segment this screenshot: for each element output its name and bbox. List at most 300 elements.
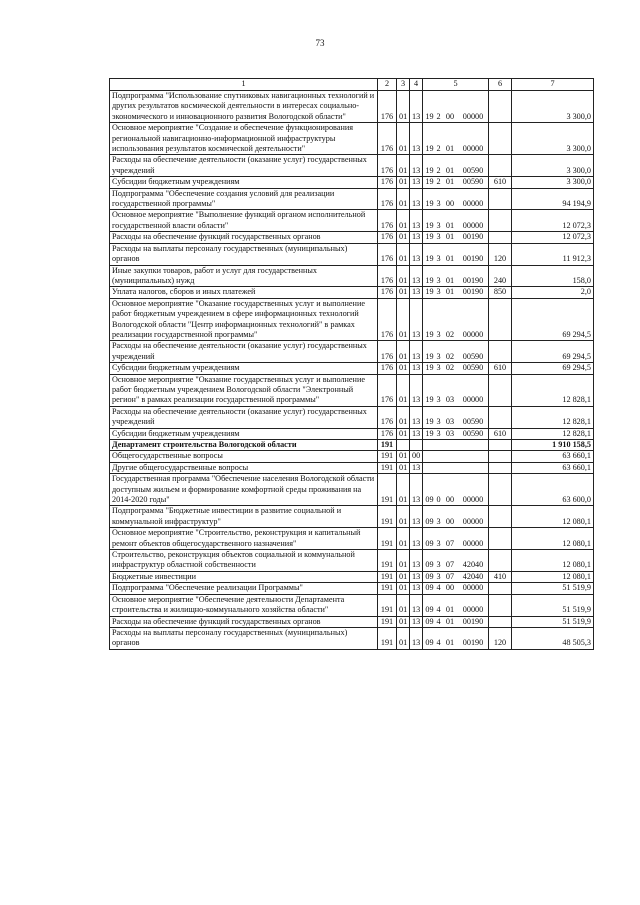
row-expense-type (489, 91, 512, 123)
target-code-part: 00190 (462, 254, 484, 264)
row-section-code: 01 (397, 210, 410, 232)
row-amount: 94 194,9 (512, 188, 594, 210)
target-code-part: 07 (445, 560, 455, 570)
row-expense-type (489, 232, 512, 243)
row-target-code (423, 188, 489, 210)
target-code-part: 09 (425, 605, 434, 615)
row-amount: 51 519,9 (512, 616, 594, 627)
target-code-part: 00000 (462, 516, 484, 526)
row-amount: 12 828,1 (512, 406, 594, 428)
row-ministry-code: 191 (378, 594, 397, 616)
target-code-part: 00 (445, 516, 455, 526)
row-amount: 3 300,0 (512, 91, 594, 123)
target-code-part: 03 (445, 395, 455, 405)
row-name: Бюджетные инвестиции (110, 571, 378, 582)
header-cell: 2 (378, 79, 397, 91)
row-expense-type: 610 (489, 177, 512, 188)
row-subsection-code: 13 (410, 462, 423, 473)
target-code-part: 09 (425, 638, 434, 648)
target-code-part: 00000 (462, 329, 484, 339)
target-code-part: 19 (425, 351, 434, 361)
table-row (110, 232, 594, 243)
row-section-code: 01 (397, 627, 410, 649)
table-row (110, 210, 594, 232)
target-code-part: 00000 (462, 199, 484, 209)
table-row (110, 155, 594, 177)
target-code-part: 00000 (462, 395, 484, 405)
row-ministry-code: 176 (378, 265, 397, 287)
table-row (110, 298, 594, 341)
row-amount: 158,0 (512, 265, 594, 287)
row-name: Основное мероприятие "Строительство, реконструкция и капитальный ремонт объектов общегосударственного назначения" (110, 528, 378, 550)
target-code-part: 42040 (462, 560, 484, 570)
row-name: Подпрограмма "Бюджетные инвестиции в развитие социальной и коммунальной инфраструктур" (110, 506, 378, 528)
target-code-part: 4 (436, 583, 441, 593)
row-amount: 3 300,0 (512, 155, 594, 177)
target-code-part: 01 (445, 275, 455, 285)
target-code-part: 01 (445, 144, 455, 154)
row-target-code (423, 341, 489, 363)
table-row (110, 243, 594, 265)
row-target-code (423, 243, 489, 265)
target-code-part: 09 (425, 516, 434, 526)
row-ministry-code: 191 (378, 616, 397, 627)
target-code-part: 19 (425, 232, 434, 242)
row-expense-type (489, 123, 512, 155)
row-ministry-code: 176 (378, 177, 397, 188)
row-ministry-code: 191 (378, 462, 397, 473)
row-amount: 69 294,5 (512, 341, 594, 363)
row-subsection-code: 13 (410, 571, 423, 582)
row-section-code: 01 (397, 155, 410, 177)
table-row (110, 474, 594, 506)
target-code-part: 00590 (462, 165, 484, 175)
target-code-part: 42040 (462, 571, 484, 581)
row-expense-type: 120 (489, 243, 512, 265)
target-code-part: 00590 (462, 417, 484, 427)
target-code-part: 19 (425, 199, 434, 209)
row-name: Основное мероприятие "Выполнение функций органом исполнительной государственной власти области" (110, 210, 378, 232)
target-code-part: 01 (445, 177, 455, 187)
target-code-part: 3 (436, 395, 441, 405)
target-code-part: 09 (425, 538, 434, 548)
row-target-code (423, 406, 489, 428)
row-amount: 12 080,1 (512, 571, 594, 582)
row-name: Подпрограмма "Использование спутниковых навигационных технологий и других результатов космической деятельности в интересах социально-экономического и инновационного развития Вологодской области" (110, 91, 378, 123)
table-row (110, 451, 594, 462)
row-target-code (423, 177, 489, 188)
target-code-part: 3 (436, 417, 441, 427)
row-section-code: 01 (397, 188, 410, 210)
row-section-code: 01 (397, 287, 410, 298)
target-code-part: 00 (445, 199, 455, 209)
table-row (110, 528, 594, 550)
row-ministry-code: 176 (378, 243, 397, 265)
target-code-part: 02 (445, 351, 455, 361)
table-row (110, 428, 594, 439)
row-ministry-code: 191 (378, 451, 397, 462)
row-amount: 12 080,1 (512, 506, 594, 528)
row-amount: 12 080,1 (512, 550, 594, 572)
target-code-part: 3 (436, 232, 441, 242)
row-section-code: 01 (397, 298, 410, 341)
target-code-part: 4 (436, 616, 441, 626)
row-expense-type: 850 (489, 287, 512, 298)
target-code-part: 00590 (462, 428, 484, 438)
target-code-part: 00000 (462, 220, 484, 230)
row-amount: 63 660,1 (512, 451, 594, 462)
row-subsection-code: 13 (410, 594, 423, 616)
header-cell: 4 (410, 79, 423, 91)
row-ministry-code: 176 (378, 428, 397, 439)
target-code-part: 3 (436, 275, 441, 285)
row-subsection-code: 13 (410, 406, 423, 428)
row-expense-type (489, 506, 512, 528)
row-ministry-code: 176 (378, 188, 397, 210)
row-target-code (423, 506, 489, 528)
target-code-part: 00000 (462, 111, 484, 121)
header-cell: 1 (110, 79, 378, 91)
row-subsection-code: 13 (410, 528, 423, 550)
target-code-part: 02 (445, 363, 455, 373)
target-code-part: 09 (425, 560, 434, 570)
row-subsection-code: 13 (410, 506, 423, 528)
row-section-code: 01 (397, 428, 410, 439)
table-row (110, 287, 594, 298)
row-ministry-code: 191 (378, 474, 397, 506)
row-amount: 1 910 158,5 (512, 440, 594, 451)
row-target-code (423, 374, 489, 406)
row-ministry-code: 176 (378, 406, 397, 428)
target-code-part: 03 (445, 417, 455, 427)
target-code-part: 3 (436, 516, 441, 526)
row-section-code: 01 (397, 363, 410, 374)
row-target-code (423, 440, 489, 451)
row-expense-type (489, 594, 512, 616)
row-expense-type: 610 (489, 428, 512, 439)
row-name: Подпрограмма "Обеспечение реализации Программы" (110, 583, 378, 594)
table-row (110, 571, 594, 582)
row-expense-type: 610 (489, 363, 512, 374)
row-ministry-code: 176 (378, 232, 397, 243)
row-section-code: 01 (397, 91, 410, 123)
row-target-code (423, 451, 489, 462)
target-code-part: 00190 (462, 275, 484, 285)
row-name: Субсидии бюджетным учреждениям (110, 428, 378, 439)
row-name: Расходы на обеспечение деятельности (оказание услуг) государственных учреждений (110, 341, 378, 363)
row-name: Расходы на обеспечение деятельности (оказание услуг) государственных учреждений (110, 155, 378, 177)
table-row (110, 123, 594, 155)
row-section-code: 01 (397, 406, 410, 428)
target-code-part: 2 (436, 165, 441, 175)
row-target-code (423, 616, 489, 627)
row-amount: 69 294,5 (512, 363, 594, 374)
row-amount: 51 519,9 (512, 594, 594, 616)
row-ministry-code: 176 (378, 287, 397, 298)
table-row (110, 91, 594, 123)
row-expense-type (489, 406, 512, 428)
row-name: Основное мероприятие "Оказание государственных услуг и выполнение работ бюджетным учреждением в сфере информационных технологий Вологодской области "Центр информационных технологий" в рамках реализации государственной программы" (110, 298, 378, 341)
target-code-part: 07 (445, 538, 455, 548)
row-amount: 12 072,3 (512, 210, 594, 232)
target-code-part: 19 (425, 111, 434, 121)
row-name: Строительство, реконструкция объектов социальной и коммунальной инфраструктур областной собственности (110, 550, 378, 572)
row-target-code (423, 594, 489, 616)
row-expense-type (489, 616, 512, 627)
row-subsection-code: 00 (410, 451, 423, 462)
row-expense-type (489, 155, 512, 177)
target-code-part: 01 (445, 605, 455, 615)
row-subsection-code: 13 (410, 123, 423, 155)
row-ministry-code: 191 (378, 550, 397, 572)
target-code-part: 00590 (462, 177, 484, 187)
target-code-part: 09 (425, 495, 434, 505)
target-code-part: 00000 (462, 495, 484, 505)
table-row (110, 177, 594, 188)
target-code-part: 19 (425, 165, 434, 175)
row-section-code: 01 (397, 177, 410, 188)
table-row (110, 363, 594, 374)
row-expense-type (489, 462, 512, 473)
target-code-part: 00 (445, 111, 455, 121)
target-code-part: 00190 (462, 232, 484, 242)
row-section-code: 01 (397, 474, 410, 506)
target-code-part: 07 (445, 571, 455, 581)
target-code-part: 00000 (462, 605, 484, 615)
row-target-code (423, 550, 489, 572)
target-code-part: 3 (436, 220, 441, 230)
target-code-part: 19 (425, 329, 434, 339)
row-ministry-code: 191 (378, 440, 397, 451)
target-code-part: 3 (436, 560, 441, 570)
row-subsection-code: 13 (410, 287, 423, 298)
row-target-code (423, 571, 489, 582)
target-code-part: 00000 (462, 144, 484, 154)
row-section-code: 01 (397, 506, 410, 528)
row-ministry-code: 191 (378, 506, 397, 528)
row-amount: 2,0 (512, 287, 594, 298)
table-row (110, 594, 594, 616)
row-section-code: 01 (397, 232, 410, 243)
row-subsection-code: 13 (410, 583, 423, 594)
table-row (110, 374, 594, 406)
row-amount: 48 505,3 (512, 627, 594, 649)
target-code-part: 02 (445, 329, 455, 339)
target-code-part: 00190 (462, 616, 484, 626)
row-amount: 3 300,0 (512, 177, 594, 188)
row-section-code: 01 (397, 550, 410, 572)
target-code-part: 0 (436, 495, 441, 505)
target-code-part: 00 (445, 583, 455, 593)
row-name: Субсидии бюджетным учреждениям (110, 177, 378, 188)
row-subsection-code: 13 (410, 341, 423, 363)
row-target-code (423, 363, 489, 374)
target-code-part: 3 (436, 287, 441, 297)
row-name: Подпрограмма "Обеспечение создания условий для реализации государственной программы" (110, 188, 378, 210)
target-code-part: 00590 (462, 363, 484, 373)
row-subsection-code: 13 (410, 627, 423, 649)
target-code-part: 00190 (462, 287, 484, 297)
row-target-code (423, 298, 489, 341)
target-code-part: 03 (445, 428, 455, 438)
table-row (110, 550, 594, 572)
target-code-part: 01 (445, 165, 455, 175)
row-target-code (423, 123, 489, 155)
target-code-part: 2 (436, 144, 441, 154)
row-target-code (423, 462, 489, 473)
row-subsection-code: 13 (410, 428, 423, 439)
table-row (110, 462, 594, 473)
table-row (110, 406, 594, 428)
target-code-part: 00590 (462, 351, 484, 361)
target-code-part: 01 (445, 287, 455, 297)
row-amount: 63 600,0 (512, 474, 594, 506)
target-code-part: 19 (425, 417, 434, 427)
target-code-part: 00000 (462, 538, 484, 548)
row-expense-type (489, 474, 512, 506)
row-subsection-code: 13 (410, 188, 423, 210)
row-ministry-code: 176 (378, 91, 397, 123)
row-target-code (423, 474, 489, 506)
budget-table (109, 78, 594, 650)
target-code-part: 01 (445, 220, 455, 230)
target-code-part: 3 (436, 538, 441, 548)
row-name: Расходы на обеспечение деятельности (оказание услуг) государственных учреждений (110, 406, 378, 428)
table-row (110, 583, 594, 594)
row-expense-type (489, 440, 512, 451)
row-ministry-code: 176 (378, 374, 397, 406)
table-row (110, 616, 594, 627)
row-subsection-code: 13 (410, 298, 423, 341)
row-name: Основное мероприятие "Оказание государственных услуг и выполнение работ бюджетным учреждением Вологодской области "Электронный регион" в рамках реализации государственной программы" (110, 374, 378, 406)
row-expense-type (489, 550, 512, 572)
target-code-part: 00190 (462, 638, 484, 648)
row-ministry-code: 176 (378, 123, 397, 155)
row-subsection-code: 13 (410, 91, 423, 123)
row-subsection-code (410, 440, 423, 451)
target-code-part: 19 (425, 177, 434, 187)
row-section-code: 01 (397, 462, 410, 473)
table-row (110, 341, 594, 363)
row-amount: 12 828,1 (512, 428, 594, 439)
table-row (110, 188, 594, 210)
row-expense-type (489, 298, 512, 341)
target-code-part: 2 (436, 111, 441, 121)
row-ministry-code: 176 (378, 341, 397, 363)
row-amount: 3 300,0 (512, 123, 594, 155)
target-code-part: 00 (445, 495, 455, 505)
row-subsection-code: 13 (410, 155, 423, 177)
table-row (110, 265, 594, 287)
target-code-part: 19 (425, 395, 434, 405)
row-section-code: 01 (397, 571, 410, 582)
target-code-part: 01 (445, 254, 455, 264)
row-target-code (423, 232, 489, 243)
target-code-part: 3 (436, 363, 441, 373)
row-subsection-code: 13 (410, 474, 423, 506)
row-section-code: 01 (397, 374, 410, 406)
target-code-part: 01 (445, 616, 455, 626)
row-target-code (423, 627, 489, 649)
row-ministry-code: 176 (378, 155, 397, 177)
target-code-part: 00000 (462, 583, 484, 593)
target-code-part: 3 (436, 199, 441, 209)
row-name: Основное мероприятие "Обеспечение деятельности Департамента строительства и жилищно-коммунального хозяйства области" (110, 594, 378, 616)
row-name: Расходы на обеспечение функций государственных органов (110, 232, 378, 243)
row-ministry-code: 191 (378, 528, 397, 550)
row-subsection-code: 13 (410, 374, 423, 406)
row-section-code: 01 (397, 265, 410, 287)
row-expense-type: 410 (489, 571, 512, 582)
target-code-part: 01 (445, 638, 455, 648)
row-target-code (423, 428, 489, 439)
header-cell: 3 (397, 79, 410, 91)
row-name: Субсидии бюджетным учреждениям (110, 363, 378, 374)
row-ministry-code: 176 (378, 210, 397, 232)
row-expense-type (489, 374, 512, 406)
row-ministry-code: 191 (378, 571, 397, 582)
table-row (110, 506, 594, 528)
row-amount: 11 912,3 (512, 243, 594, 265)
row-expense-type (489, 188, 512, 210)
row-section-code: 01 (397, 583, 410, 594)
row-name: Департамент строительства Вологодской области (110, 440, 378, 451)
row-expense-type (489, 528, 512, 550)
target-code-part: 19 (425, 428, 434, 438)
header-cell: 6 (489, 79, 512, 91)
row-name: Расходы на выплаты персоналу государственных (муниципальных) органов (110, 243, 378, 265)
row-target-code (423, 265, 489, 287)
target-code-part: 3 (436, 351, 441, 361)
target-code-part: 3 (436, 571, 441, 581)
table-header-row (110, 79, 594, 91)
row-ministry-code: 176 (378, 363, 397, 374)
row-name: Основное мероприятие "Создание и обеспечение функционирования региональной навигационно-информационной инфраструктуры использования результатов космической деятельности" (110, 123, 378, 155)
row-amount: 69 294,5 (512, 298, 594, 341)
row-expense-type: 240 (489, 265, 512, 287)
row-ministry-code: 191 (378, 583, 397, 594)
row-section-code: 01 (397, 341, 410, 363)
row-name: Уплата налогов, сборов и иных платежей (110, 287, 378, 298)
target-code-part: 19 (425, 254, 434, 264)
row-subsection-code: 13 (410, 363, 423, 374)
row-subsection-code: 13 (410, 265, 423, 287)
row-amount: 12 080,1 (512, 528, 594, 550)
row-subsection-code: 13 (410, 210, 423, 232)
target-code-part: 4 (436, 605, 441, 615)
row-subsection-code: 13 (410, 243, 423, 265)
row-section-code: 01 (397, 243, 410, 265)
row-subsection-code: 13 (410, 616, 423, 627)
row-name: Другие общегосударственные вопросы (110, 462, 378, 473)
row-name: Иные закупки товаров, работ и услуг для государственных (муниципальных) нужд (110, 265, 378, 287)
target-code-part: 4 (436, 638, 441, 648)
row-amount: 12 828,1 (512, 374, 594, 406)
row-target-code (423, 155, 489, 177)
table-row (110, 627, 594, 649)
row-target-code (423, 583, 489, 594)
row-subsection-code: 13 (410, 177, 423, 188)
target-code-part: 19 (425, 287, 434, 297)
row-expense-type (489, 210, 512, 232)
row-expense-type: 120 (489, 627, 512, 649)
target-code-part: 19 (425, 275, 434, 285)
target-code-part: 19 (425, 220, 434, 230)
row-ministry-code: 191 (378, 627, 397, 649)
target-code-part: 3 (436, 428, 441, 438)
target-code-part: 3 (436, 329, 441, 339)
target-code-part: 19 (425, 144, 434, 154)
